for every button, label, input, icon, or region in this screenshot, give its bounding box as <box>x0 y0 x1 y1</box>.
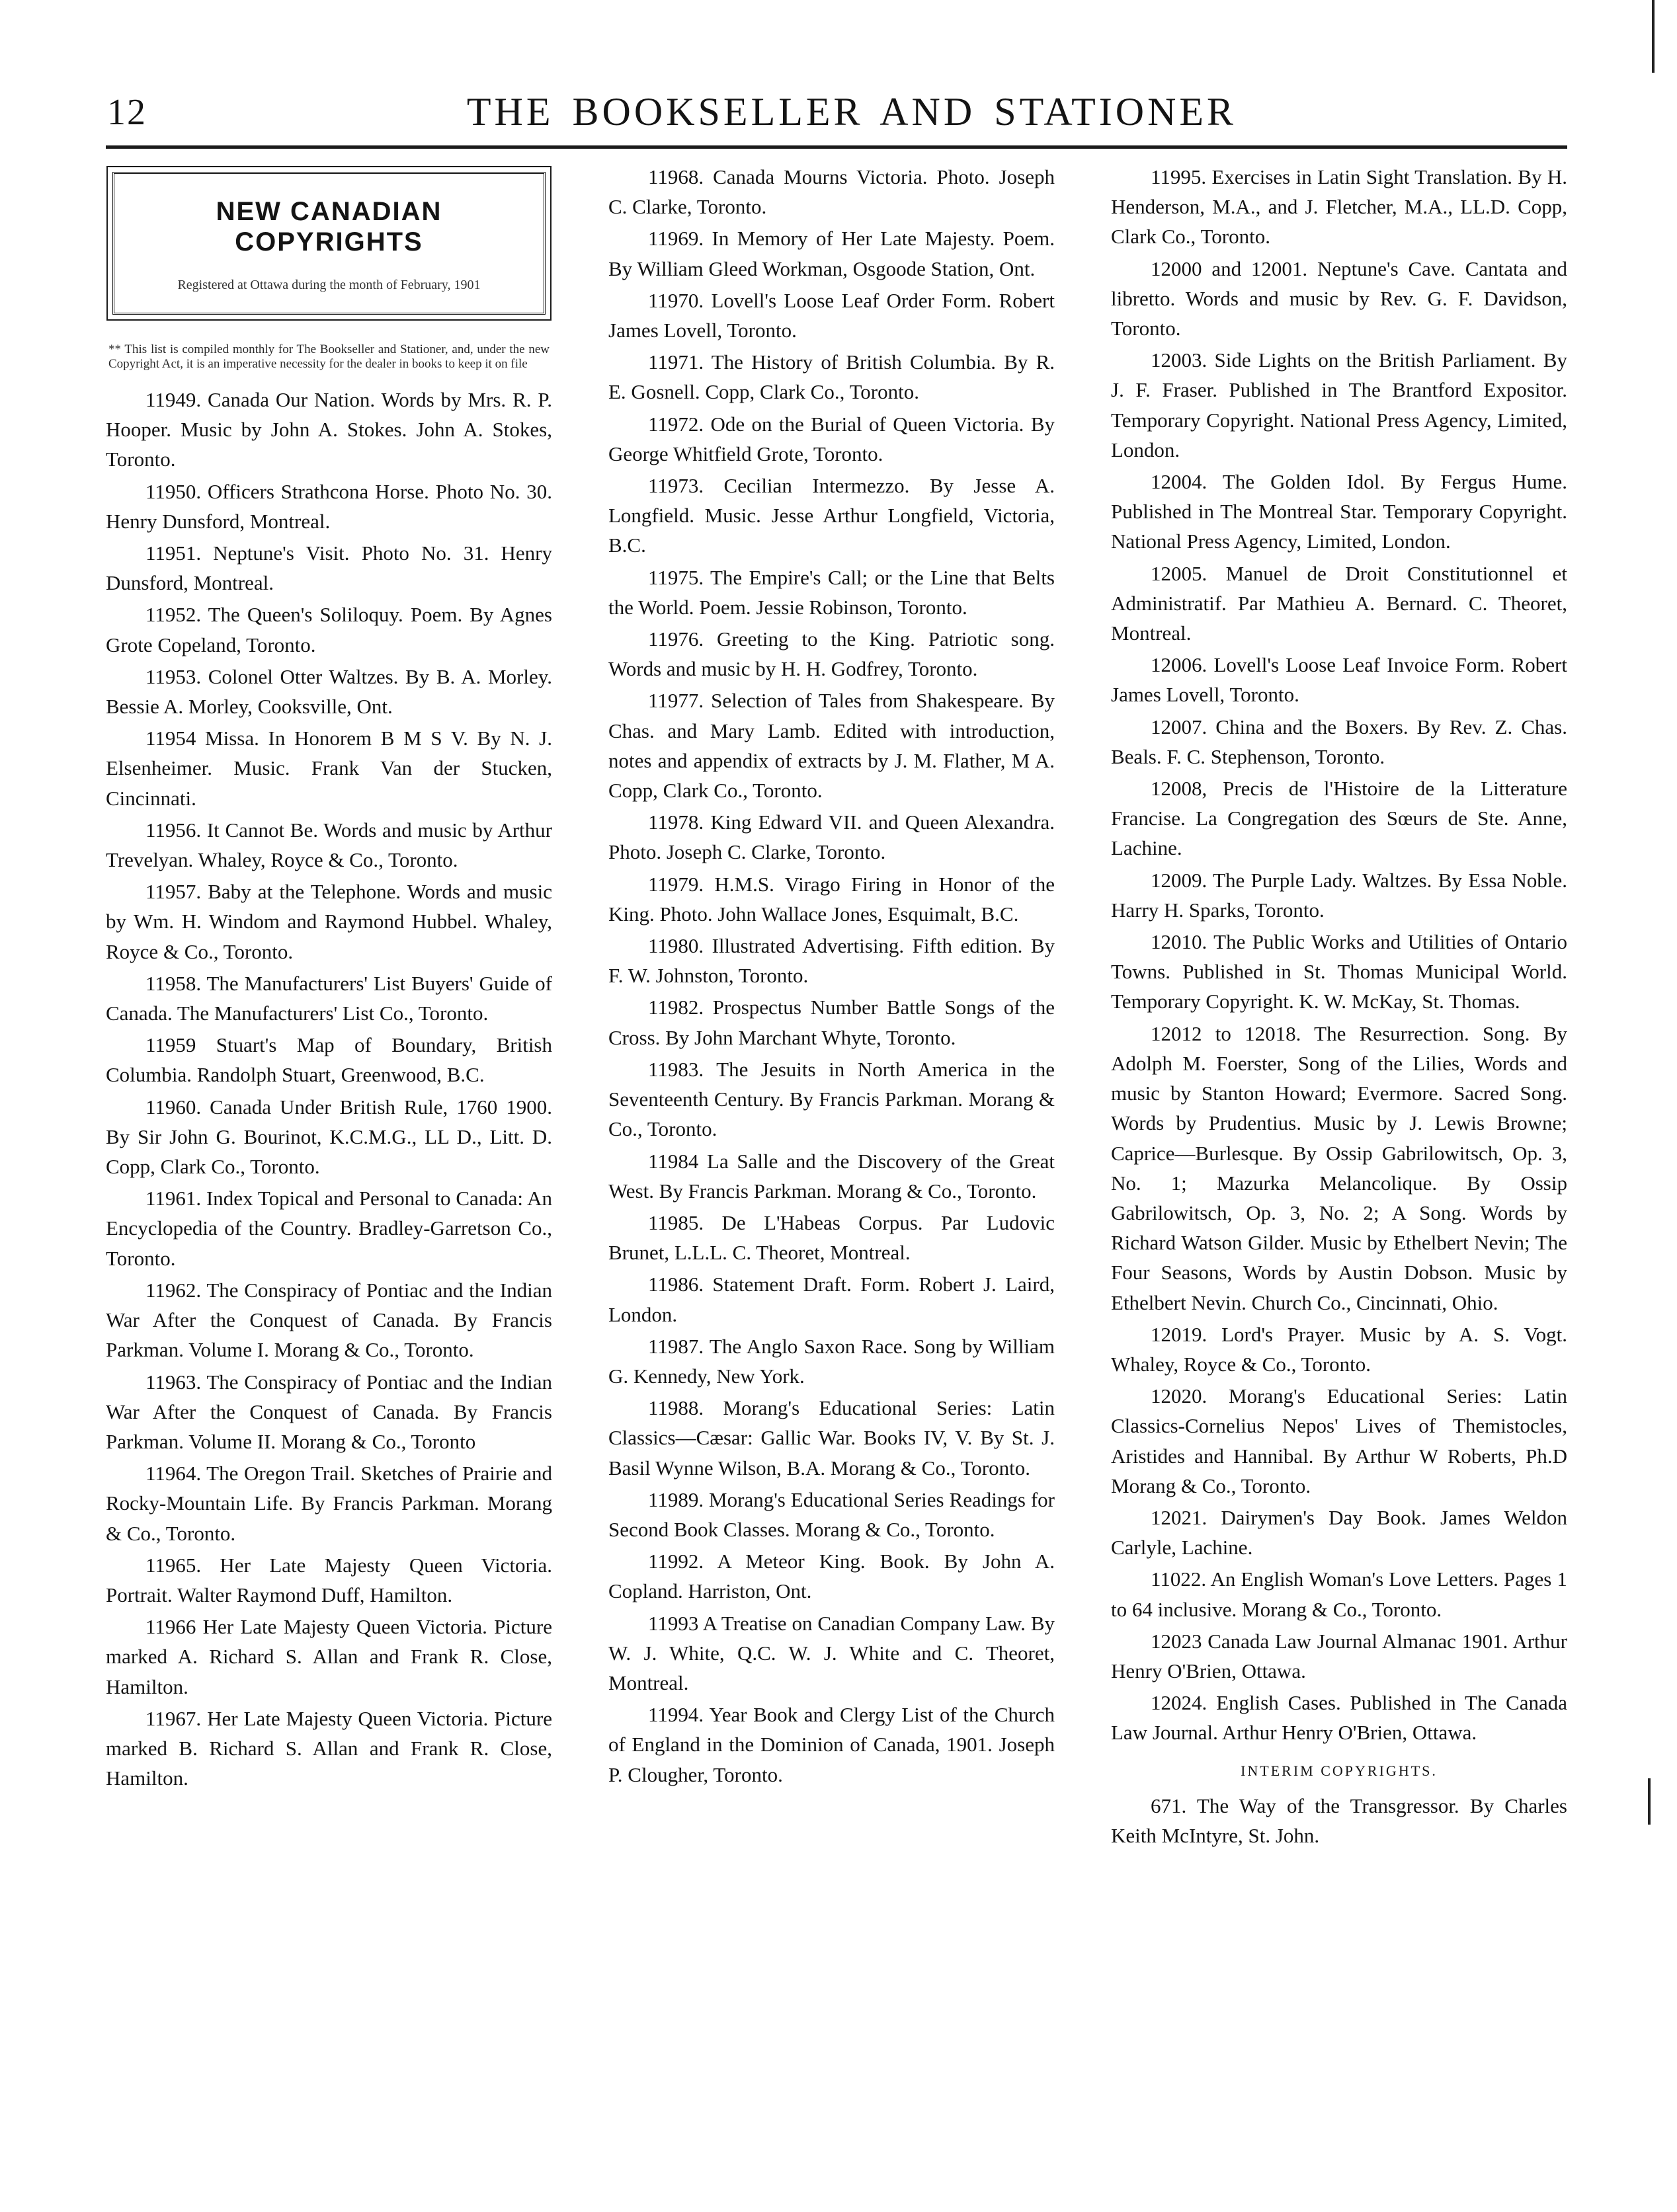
copyright-entry: 12003. Side Lights on the British Parliament. By J. F. Fraser. Published in The Brantford Expositor. Temporary Copyright. National Press Agency, Limited, London. <box>1111 348 1567 461</box>
copyright-entry: 11963. The Conspiracy of Pontiac and the Indian War After the Conquest of Canada. By Francis Parkman. Volume II. Morang & Co., Toronto <box>106 1370 552 1453</box>
page-number: 12 <box>107 92 147 133</box>
copyright-entry: 11950. Officers Strathcona Horse. Photo No. 30. Henry Dunsford, Montreal. <box>106 479 552 533</box>
copyright-entry: 12024. English Cases. Published in The Canada Law Journal. Arthur Henry O'Brien, Ottawa. <box>1111 1691 1567 1745</box>
compilation-note: ** This list is compiled monthly for The Bookseller and Stationer, and, under the new Copyright Act, it is an imperative necessity for the dealer in books to keep it on file <box>108 342 550 371</box>
copyright-entry: 12008, Precis de l'Histoire de la Litterature Francise. La Congregation des Sœurs de Ste. Anne, Lachine. <box>1111 777 1567 860</box>
copyright-entry: 11962. The Conspiracy of Pontiac and the Indian War After the Conquest of Canada. By Francis Parkman. Volume I. Morang & Co., Toronto. <box>106 1278 552 1362</box>
copyright-entry: 11986. Statement Draft. Form. Robert J. Laird, London. <box>608 1273 1055 1326</box>
column-1-entries <box>106 385 552 1793</box>
copyright-entry: 11966 Her Late Majesty Queen Victoria. Picture marked A. Richard S. Allan and Frank R. Close, Hamilton. <box>106 1615 552 1698</box>
copyright-entry: 11960. Canada Under British Rule, 1760 1900. By Sir John G. Bourinot, K.C.M.G., LL D., Litt. D. Copp, Clark Co., Toronto. <box>106 1095 552 1179</box>
copyright-entry: 11965. Her Late Majesty Queen Victoria. Portrait. Walter Raymond Duff, Hamilton. <box>106 1553 552 1606</box>
copyright-entry: 11982. Prospectus Number Battle Songs of the Cross. By John Marchant Whyte, Toronto. <box>608 996 1055 1049</box>
copyright-entry: 11980. Illustrated Advertising. Fifth edition. By F. W. Johnston, Toronto. <box>608 934 1055 988</box>
column-2-entries <box>608 162 1055 1790</box>
copyright-entry: 11985. De L'Habeas Corpus. Par Ludovic Brunet, L.L.L. C. Theoret, Montreal. <box>608 1210 1055 1265</box>
copyright-entry: 11959 Stuart's Map of Boundary, British Columbia. Randolph Stuart, Greenwood, B.C. <box>106 1033 552 1087</box>
column-1 <box>106 162 552 2158</box>
copyright-entry: 11994. Year Book and Clergy List of the Church of England in the Dominion of Canada, 1901. Joseph P. Clougher, Toronto. <box>608 1703 1055 1786</box>
copyright-entry: 11967. Her Late Majesty Queen Victoria. Picture marked B. Richard S. Allan and Frank R. Close, Hamilton. <box>106 1706 552 1790</box>
copyright-entry: 11978. King Edward VII. and Queen Alexandra. Photo. Joseph C. Clarke, Toronto. <box>608 810 1055 864</box>
copyright-entry: 11949. Canada Our Nation. Words by Mrs. R. P. Hooper. Music by John A. Stokes. John A. Stokes, Toronto. <box>106 388 552 471</box>
copyright-entry: 11951. Neptune's Visit. Photo No. 31. Henry Dunsford, Montreal. <box>106 541 552 595</box>
copyright-entry: 11977. Selection of Tales from Shakespeare. By Chas. and Mary Lamb. Edited with introduction, notes and appendix of extracts by J. M. Flather, M A. Copp, Clark Co., Toronto. <box>608 689 1055 803</box>
copyright-entry: 11975. The Empire's Call; or the Line that Belts the World. Poem. Jessie Robinson, Toronto. <box>608 565 1055 619</box>
copyright-entry: 11988. Morang's Educational Series: Latin Classics—Cæsar: Gallic War. Books IV, V. By St. J. Basil Wynne Wilson, B.A. Morang & Co., Toronto. <box>608 1396 1055 1480</box>
copyright-entry: 12000 and 12001. Neptune's Cave. Cantata and libretto. Words and music by Rev. G. F. Davidson, Toronto. <box>1111 257 1567 340</box>
copyright-entry: 11972. Ode on the Burial of Queen Victoria. By George Whitfield Grote, Toronto. <box>608 412 1055 465</box>
copyright-entry: 11957. Baby at the Telephone. Words and music by Wm. H. Windom and Raymond Hubbel. Whaley, Royce & Co., Toronto. <box>106 880 552 963</box>
column-3 <box>1111 162 1567 2158</box>
copyright-entry: 12009. The Purple Lady. Waltzes. By Essa Noble. Harry H. Sparks, Toronto. <box>1111 868 1567 922</box>
interim-entries <box>1111 1791 1567 1850</box>
copyright-entry: 11956. It Cannot Be. Words and music by Arthur Trevelyan. Whaley, Royce & Co., Toronto. <box>106 818 552 872</box>
copyright-entry: 11961. Index Topical and Personal to Canada: An Encyclopedia of the Country. Bradley-Garretson Co., Toronto. <box>106 1187 552 1270</box>
copyright-entry: 11971. The History of British Columbia. By R. E. Gosnell. Copp, Clark Co., Toronto. <box>608 350 1055 404</box>
copyright-entry: 11984 La Salle and the Discovery of the Great West. By Francis Parkman. Morang & Co., Toronto. <box>608 1149 1055 1203</box>
copyright-entry: 11993 A Treatise on Canadian Company Law. By W. J. White, Q.C. W. J. White and C. Theoret, Montreal. <box>608 1611 1055 1694</box>
copyright-entry: 11969. In Memory of Her Late Majesty. Poem. By William Gleed Workman, Osgoode Station, Ont. <box>608 227 1055 280</box>
copyright-entry: 11995. Exercises in Latin Sight Translation. By H. Henderson, M.A., and J. Fletcher, M.A., LL.D. Copp, Clark Co., Toronto. <box>1111 165 1567 249</box>
copyright-entry: 11992. A Meteor King. Book. By John A. Copland. Harriston, Ont. <box>608 1550 1055 1603</box>
running-title: THE BOOKSELLER AND STATIONER <box>466 90 1237 134</box>
copyright-entry: 11973. Cecilian Intermezzo. By Jesse A. Longfield. Music. Jesse Arthur Longfield, Victoria, B.C. <box>608 474 1055 557</box>
copyright-entry: 11970. Lovell's Loose Leaf Order Form. Robert James Lovell, Toronto. <box>608 288 1055 342</box>
article-columns <box>106 162 1567 2158</box>
margin-scan-mark <box>1652 0 1655 73</box>
copyright-entry: 12010. The Public Works and Utilities of Ontario Towns. Published in St. Thomas Municipal World. Temporary Copyright. K. W. McKay, St. Thomas. <box>1111 930 1567 1013</box>
copyrights-heading-box <box>112 172 546 315</box>
copyright-entry: 12004. The Golden Idol. By Fergus Hume. Published in The Montreal Star. Temporary Copyright. National Press Agency, Limited, London. <box>1111 470 1567 553</box>
box-title: NEW CANADIAN COPYRIGHTS <box>216 197 442 257</box>
margin-scan-mark <box>1648 1778 1651 1825</box>
copyright-entry: 12021. Dairymen's Day Book. James Weldon Carlyle, Lachine. <box>1111 1505 1567 1560</box>
copyright-entry: 11964. The Oregon Trail. Sketches of Prairie and Rocky-Mountain Life. By Francis Parkman. Morang & Co., Toronto. <box>106 1462 552 1545</box>
copyright-entry: 11958. The Manufacturers' List Buyers' Guide of Canada. The Manufacturers' List Co., Toronto. <box>106 971 552 1025</box>
copyright-entry: 11987. The Anglo Saxon Race. Song by William G. Kennedy, New York. <box>608 1334 1055 1388</box>
copyright-entry: 11979. H.M.S. Virago Firing in Honor of the King. Photo. John Wallace Jones, Esquimalt, B.C. <box>608 872 1055 926</box>
copyright-entry: 12006. Lovell's Loose Leaf Invoice Form. Robert James Lovell, Toronto. <box>1111 653 1567 707</box>
copyright-entry: 671. The Way of the Transgressor. By Charles Keith McIntyre, St. John. <box>1111 1794 1567 1847</box>
header-rule <box>106 145 1567 149</box>
copyright-entry: 12005. Manuel de Droit Constitutionnel et Administratif. Par Mathieu A. Bernard. C. Theoret, Montreal. <box>1111 561 1567 645</box>
copyright-entry: 12019. Lord's Prayer. Music by A. S. Vogt. Whaley, Royce & Co., Toronto. <box>1111 1322 1567 1376</box>
copyright-entry: 11976. Greeting to the King. Patriotic song. Words and music by H. H. Godfrey, Toronto. <box>608 627 1055 681</box>
interim-heading: INTERIM COPYRIGHTS. <box>1241 1762 1438 1779</box>
copyright-entry: 11022. An English Woman's Love Letters. Pages 1 to 64 inclusive. Morang & Co., Toronto. <box>1111 1567 1567 1621</box>
copyright-entry: 11954 Missa. In Honorem B M S V. By N. J. Elsenheimer. Music. Frank Van der Stucken, Cincinnati. <box>106 727 552 810</box>
copyright-entry: 11983. The Jesuits in North America in the Seventeenth Century. By Francis Parkman. Morang & Co., Toronto. <box>608 1057 1055 1141</box>
copyright-entry: 11952. The Queen's Soliloquy. Poem. By Agnes Grote Copeland, Toronto. <box>106 603 552 656</box>
copyright-entry: 11953. Colonel Otter Waltzes. By B. A. Morley. Bessie A. Morley, Cooksville, Ont. <box>106 664 552 719</box>
copyright-entry: 12020. Morang's Educational Series: Latin Classics-Cornelius Nepos' Lives of Themistocles, Aristides and Hannibal. By Arthur W Roberts, Ph.D Morang & Co., Toronto. <box>1111 1384 1567 1497</box>
copyright-entry: 12012 to 12018. The Resurrection. Song. By Adolph M. Foerster, Song of the Lilies, Words and music by Stanton Howard; Evermore. Sacred Song. Words by Prudentius. Music by J. Lewis Browne; Caprice—Burlesque. By Ossip Gabrilowitsch, Op. 3, No. 1; Mazurka Melancolique. By Ossip Gabrilowitsch, Op. 3, No. 2; A Song. Words by Richard Watson Gilder. Music by Ethelbert Nevin; The Four Seasons, Words by Austin Dobson. Music by Ethelbert Nevin. Church Co., Cincinnati, Ohio. <box>1111 1021 1567 1314</box>
copyright-entry: 12007. China and the Boxers. By Rev. Z. Chas. Beals. F. C. Stephenson, Toronto. <box>1111 715 1567 768</box>
column-3-entries <box>1111 162 1567 1748</box>
copyright-entry: 12023 Canada Law Journal Almanac 1901. Arthur Henry O'Brien, Ottawa. <box>1111 1629 1567 1682</box>
copyright-entry: 11989. Morang's Educational Series Readings for Second Book Classes. Morang & Co., Toronto. <box>608 1487 1055 1541</box>
copyright-entry: 11968. Canada Mourns Victoria. Photo. Joseph C. Clarke, Toronto. <box>608 165 1055 219</box>
box-subtitle: Registered at Ottawa during the month of February, 1901 <box>177 278 481 292</box>
column-2 <box>608 162 1055 2158</box>
